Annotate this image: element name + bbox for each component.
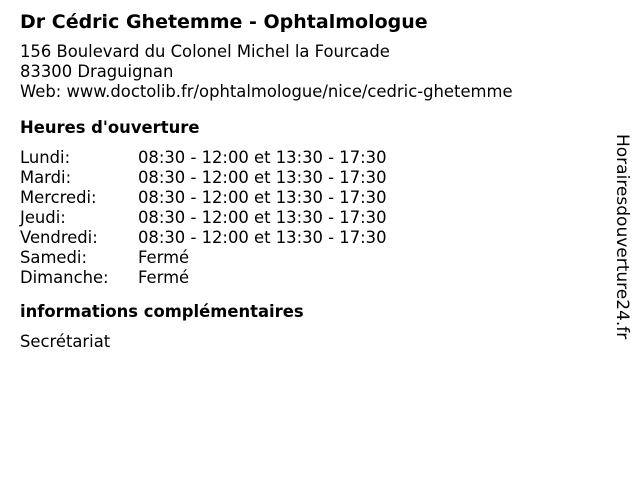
city-postal: 83300 Draguignan bbox=[20, 62, 174, 81]
hours-row-wednesday bbox=[20, 188, 600, 208]
day-label: Samedi: bbox=[20, 248, 87, 267]
day-label: Vendredi: bbox=[20, 228, 98, 247]
time-value: 08:30 - 12:00 et 13:30 - 17:30 bbox=[138, 188, 387, 207]
hours-row-saturday bbox=[20, 248, 600, 268]
time-value: Fermé bbox=[138, 248, 190, 267]
day-label: Lundi: bbox=[20, 148, 71, 167]
time-value: 08:30 - 12:00 et 13:30 - 17:30 bbox=[138, 168, 387, 187]
page-title: Dr Cédric Ghetemme - Ophtalmologue bbox=[20, 11, 428, 33]
time-value: 08:30 - 12:00 et 13:30 - 17:30 bbox=[138, 148, 387, 167]
day-label: Mardi: bbox=[20, 168, 72, 187]
time-value: 08:30 - 12:00 et 13:30 - 17:30 bbox=[138, 208, 387, 227]
address-block bbox=[20, 42, 600, 102]
time-value: Fermé bbox=[138, 268, 190, 287]
time-value: 08:30 - 12:00 et 13:30 - 17:30 bbox=[138, 228, 387, 247]
hours-row-friday bbox=[20, 228, 600, 248]
hours-row-sunday bbox=[20, 268, 600, 288]
day-label: Jeudi: bbox=[20, 208, 66, 227]
website-line: Web: www.doctolib.fr/ophtalmologue/nice/cedric-ghetemme bbox=[20, 82, 513, 101]
hours-row-monday bbox=[20, 148, 600, 168]
business-card bbox=[20, 8, 600, 352]
info-text: Secrétariat bbox=[20, 332, 111, 351]
site-watermark: Horairesdouverture24.fr bbox=[612, 134, 632, 340]
hours-heading: Heures d'ouverture bbox=[20, 118, 200, 137]
hours-row-tuesday bbox=[20, 168, 600, 188]
info-heading: informations complémentaires bbox=[20, 302, 304, 321]
street-address: 156 Boulevard du Colonel Michel la Fourcade bbox=[20, 42, 390, 61]
hours-row-thursday bbox=[20, 208, 600, 228]
day-label: Mercredi: bbox=[20, 188, 97, 207]
day-label: Dimanche: bbox=[20, 268, 109, 287]
opening-hours-table bbox=[20, 148, 600, 288]
